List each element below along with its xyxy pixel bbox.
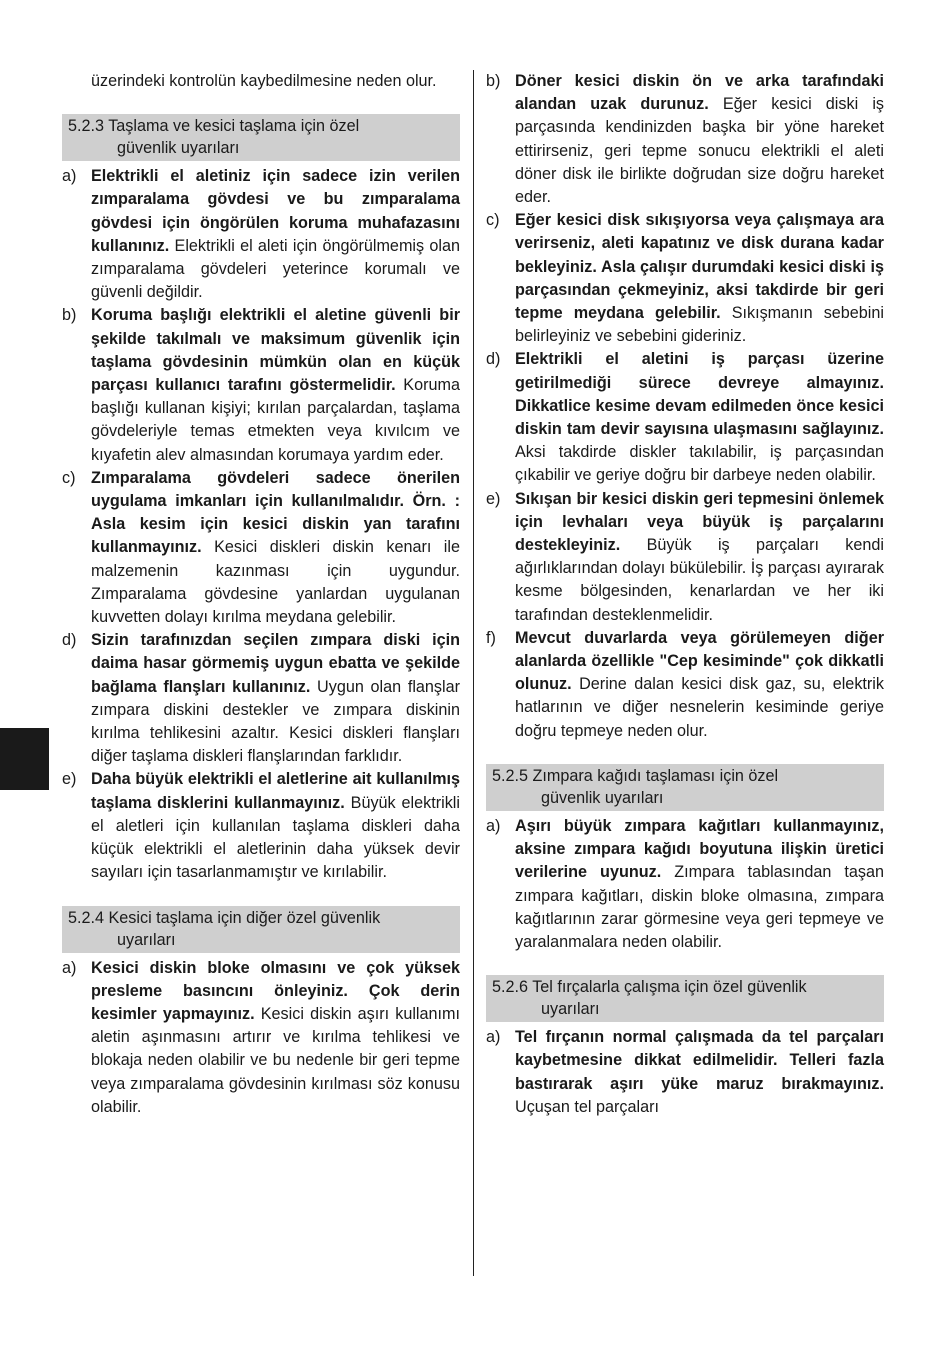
item-bold-text: Zımparalama gövdeleri sadece önerilen uygulama imkanları için kullanılmalıdır. Örn. : Asla kesim için kesici diskin yan tarafını kullanmayınız. xyxy=(91,468,460,557)
heading-line-2: güvenlik uyarıları xyxy=(541,788,664,807)
item-bold-text: Daha büyük elektrikli el aletlerine ait kullanılmış taşlama disklerini kullanmayınız. xyxy=(91,770,460,812)
item-bold-text: Mevcut duvarlarda veya görülemeyen diğer alanlarda özellikle "Cep kesiminde" çok dikkatli olunuz. xyxy=(515,628,884,694)
column-divider xyxy=(473,70,474,1276)
list-item xyxy=(486,815,884,954)
item-text: Derine dalan kesici disk gaz, su, elektrik hatlarının ve diğer nesnelerin kesiminde geriye doğru tepmeye neden olur. xyxy=(515,675,884,740)
list-item xyxy=(486,488,884,627)
item-bold-text: Kesici diskin bloke olmasını ve çok yüksek presleme basıncını önleyiniz. Çok derin kesimler yapmayınız. xyxy=(91,958,460,1023)
item-text: Kesici diskin aşırı kullanımı aletin aşınmasını artırır ve kırılma tehlikesi ve blokaja neden olabilir ve bu nedenle bir geri tepme veya zımparalama gövdesinin kırılması söz konusu olabilir. xyxy=(91,1004,460,1116)
heading-line-1: 5.2.3 Taşlama ve kesici taşlama için özel xyxy=(68,117,360,136)
item-letter: e) xyxy=(486,489,501,508)
item-bold-text: Sıkışan bir kesici diskin geri tepmesini önlemek için levhaları veya büyük iş parçalarını destekleyiniz. xyxy=(515,489,884,555)
heading-line-2: uyarıları xyxy=(117,930,176,949)
section-heading-5-2-6 xyxy=(486,975,884,1022)
left-column xyxy=(62,70,460,1119)
list-item xyxy=(486,1026,884,1119)
section-heading-5-2-5 xyxy=(486,764,884,811)
list-item xyxy=(486,348,884,487)
item-bold-text: Elektrikli el aletiniz için sadece izin verilen zımparalama gövdesi ve bu zımparalama gövdesi için öngörülen koruma muhafazasını kullanınız. xyxy=(91,167,460,255)
item-bold-text: Koruma başlığı elektrikli el aletine güvenli bir şekilde takılmalı ve maksimum güvenlik için taşlama gövdesinin mümkün olan en küçük parçası kullanıcı tarafını göstermelidir. xyxy=(91,306,460,395)
item-text: Koruma başlığı kullanan kişiyi; kırılan parçalardan, taşlama gövdeleriyle temas etmekten veya kıvılcım ve kıyafetin alev almasından korumaya yardım eder. xyxy=(91,376,460,464)
item-letter: c) xyxy=(62,468,76,487)
list-item xyxy=(62,467,460,629)
intro-paragraph: üzerindeki kontrolün kaybedilmesine neden olur. xyxy=(91,72,437,90)
list-item xyxy=(486,70,884,209)
item-bold-text: Eğer kesici disk sıkışıyorsa veya çalışmaya ara verirseniz, aleti kapatınız ve disk durana kadar bekleyiniz. Asla çalışır durumdaki kesici diski iş parçasından çekmeyiniz, aksi takdirde bir geri tepme meydana gelebilir. xyxy=(515,211,884,323)
section-heading-5-2-3 xyxy=(62,114,460,161)
list-item xyxy=(486,209,884,348)
list-item xyxy=(62,957,460,1119)
item-text: Elektrikli el aleti için öngörülmemiş olan zımparalama gövdeleri yeterince korumalı ve güvenli değildir. xyxy=(91,236,460,302)
item-text: Büyük iş parçaları kendi ağırlıklarından dolayı bükülebilir. İş parçası ayırarak kesme bölgesinden, kenarlardan ve her iki tarafından desteklenmelidir. xyxy=(515,536,884,624)
item-letter: a) xyxy=(486,816,501,835)
item-text: Zımpara tablasından taşan zımpara kağıtları, diskin bloke olmasına, zımpara kağıtlarının zarar görmesine veya geri tepmeye ve yaralanmalara neden olabilir. xyxy=(515,863,884,951)
item-bold-text: Sizin tarafınızdan seçilen zımpara diski için daima hasar görmemiş uygun ebatta ve şekilde bağlama flanşları kullanınız. xyxy=(91,631,460,696)
item-letter: b) xyxy=(486,72,501,90)
item-letter: b) xyxy=(62,306,77,325)
item-bold-text: Elektrikli el aletini iş parçası üzerine getirilmediği sürece devreye almayınız. Dikkatlice kesime devam edilmeden önce kesici diskin tam devir sayısına ulaşmasını sağlayınız. xyxy=(515,350,884,439)
item-text: Büyük elektrikli el aletleri için kullanılan taşlama diskleri daha küçük elektrikli el aletlerinin daha yüksek devir sayıları için tasarlanmamıştır ve kırılabilir. xyxy=(91,793,460,882)
item-text: Uygun olan flanşlar zımpara diskini destekler ve zımpara diskinin kırılma tehlikesini azaltır. Kesici diskleri flanşları diğer taşlama diskleri flanşlarından farklıdır. xyxy=(91,677,460,766)
heading-line-1: 5.2.6 Tel fırçalarla çalışma için özel güvenlik xyxy=(492,978,807,997)
heading-line-2: uyarıları xyxy=(541,1000,600,1019)
item-text: Aksi takdirde diskler takılabilir, iş parçasından çıkabilir ve geriye doğru bir darbeye neden olabilir. xyxy=(515,443,884,485)
list-item xyxy=(62,165,460,304)
item-bold-text: Tel fırçanın normal çalışmada da tel parçaları kaybetmesine dikkat edilmelidir. Telleri fazla bastırarak aşırı yüke maruz bırakmayınız. xyxy=(515,1028,884,1093)
item-letter: c) xyxy=(486,211,500,230)
item-letter: a) xyxy=(62,958,77,977)
item-text: Kesici diskleri diskin kenarı ile malzemenin kazınması için uygundur. Zımparalama gövdesine yanlardan uygulanan kuvvetten dolayı kırılma meydana gelebilir. xyxy=(91,538,460,627)
item-bold-text: Aşırı büyük zımpara kağıtları kullanmayınız, aksine zımpara kağıdı boyutuna ilişkin üretici verilerine uyunuz. xyxy=(515,816,884,882)
heading-line-2: güvenlik uyarıları xyxy=(117,139,240,158)
list-item xyxy=(62,304,460,466)
item-text: Sıkışmanın sebebini belirleyiniz ve sebebini gideriniz. xyxy=(515,304,885,346)
item-letter: a) xyxy=(486,1028,501,1047)
item-letter: a) xyxy=(62,167,77,186)
chapter-side-tab xyxy=(0,728,49,790)
list-item xyxy=(486,627,884,743)
list-item xyxy=(62,629,460,768)
heading-line-1: 5.2.4 Kesici taşlama için diğer özel güvenlik xyxy=(68,908,381,927)
item-bold-text: Döner kesici diskin ön ve arka tarafındaki alandan uzak durunuz. xyxy=(515,72,884,114)
item-text: Uçuşan tel parçaları xyxy=(515,1097,659,1116)
section-heading-5-2-4 xyxy=(62,906,460,953)
item-text: Eğer kesici diski iş parçasında kendinizden başka bir yöne hareket ettirirseniz, geri tepme sonucu elektrikli el aleti döner disk ile birlikte doğrudan size doğru hareket eder. xyxy=(515,95,885,207)
list-item xyxy=(62,768,460,884)
heading-line-1: 5.2.5 Zımpara kağıdı taşlaması için özel xyxy=(492,766,779,785)
item-letter: d) xyxy=(62,631,77,650)
item-letter: d) xyxy=(486,350,501,369)
item-letter: f) xyxy=(486,628,496,647)
right-column xyxy=(486,70,884,1119)
item-letter: e) xyxy=(62,770,77,789)
